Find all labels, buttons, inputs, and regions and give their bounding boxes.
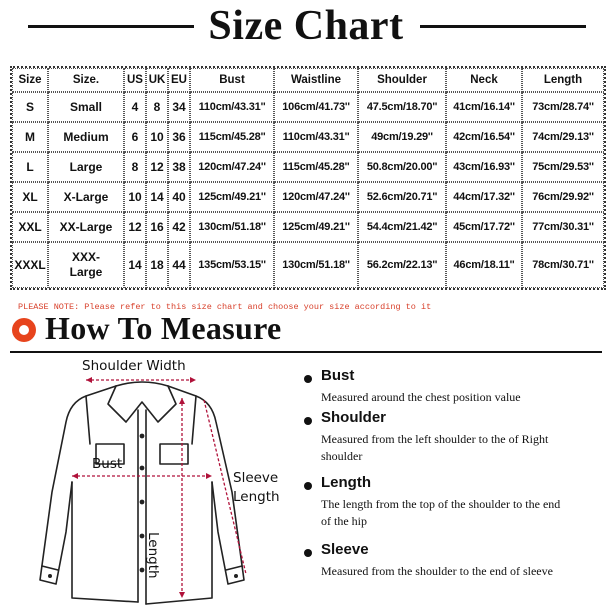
diagram-label-shoulder: Shoulder Width (82, 358, 186, 374)
cell-uk: 8 (146, 92, 168, 122)
bullet-icon (304, 375, 312, 383)
header-size: Size (12, 68, 48, 92)
how-to-measure-title: How To Measure (45, 310, 282, 346)
cell-size-name: Small (48, 92, 124, 122)
header-us: US (124, 68, 146, 92)
header-length: Length (522, 68, 604, 92)
cell-neck: 43cm/16.93'' (446, 152, 522, 182)
cell-us: 6 (124, 122, 146, 152)
measure-item-heading: Shoulder (321, 409, 387, 426)
title-row (0, 0, 612, 58)
cell-bust: 125cm/49.21'' (190, 182, 274, 212)
cell-us: 4 (124, 92, 146, 122)
table-header-row (12, 68, 604, 92)
cell-size-name: XXX-Large (48, 242, 124, 288)
cell-size: XXL (12, 212, 48, 242)
cell-uk: 14 (146, 182, 168, 212)
cell-shoulder: 49cm/19.29'' (358, 122, 446, 152)
measure-item-text: Measured around the chest position value (321, 390, 521, 404)
cell-length: 78cm/30.71'' (522, 242, 604, 288)
cell-bust: 110cm/43.31'' (190, 92, 274, 122)
diagram-label-length: Length (145, 532, 161, 579)
cell-shoulder: 50.8cm/20.00'' (358, 152, 446, 182)
cell-waistline: 120cm/47.24'' (274, 182, 358, 212)
table-row (12, 122, 604, 152)
header-bust: Bust (190, 68, 274, 92)
header-uk: UK (146, 68, 168, 92)
cell-eu: 44 (168, 242, 190, 288)
table-row (12, 152, 604, 182)
cell-us: 14 (124, 242, 146, 288)
cell-bust: 120cm/47.24'' (190, 152, 274, 182)
cell-waistline: 125cm/49.21'' (274, 212, 358, 242)
cell-eu: 38 (168, 152, 190, 182)
measure-item-heading: Sleeve (321, 541, 369, 558)
measure-item-heading: Bust (321, 367, 355, 384)
cell-length: 74cm/29.13'' (522, 122, 604, 152)
cell-neck: 44cm/17.32'' (446, 182, 522, 212)
table-row (12, 212, 604, 242)
cell-length: 77cm/30.31'' (522, 212, 604, 242)
header-shoulder: Shoulder (358, 68, 446, 92)
cell-waistline: 115cm/45.28'' (274, 152, 358, 182)
cell-size: S (12, 92, 48, 122)
cell-length: 73cm/28.74'' (522, 92, 604, 122)
measure-item-heading: Length (321, 474, 371, 491)
cell-us: 10 (124, 182, 146, 212)
cell-uk: 10 (146, 122, 168, 152)
table-row (12, 92, 604, 122)
cell-neck: 45cm/17.72'' (446, 212, 522, 242)
cell-size-name: Large (48, 152, 124, 182)
cell-size-name: XX-Large (48, 212, 124, 242)
bullet-icon (304, 482, 312, 490)
cell-size: XXXL (12, 242, 48, 288)
cell-bust: 130cm/51.18'' (190, 212, 274, 242)
cell-bust: 115cm/45.28'' (190, 122, 274, 152)
cell-shoulder: 52.6cm/20.71'' (358, 182, 446, 212)
cell-uk: 16 (146, 212, 168, 242)
cell-bust: 135cm/53.15'' (190, 242, 274, 288)
size-note: PLEASE NOTE: Please refer to this size chart and choose your size according to it (18, 302, 432, 312)
cell-eu: 40 (168, 182, 190, 212)
cell-neck: 41cm/16.14'' (446, 92, 522, 122)
cell-size-name: Medium (48, 122, 124, 152)
cell-neck: 42cm/16.54'' (446, 122, 522, 152)
orange-ring-icon (12, 318, 36, 342)
cell-size: L (12, 152, 48, 182)
cell-size: XL (12, 182, 48, 212)
cell-neck: 46cm/18.11'' (446, 242, 522, 288)
cell-size-name: X-Large (48, 182, 124, 212)
measure-item-text: The length from the top of the shoulder to the end of the hip (321, 497, 561, 528)
diagram-label-bust: Bust (92, 456, 123, 472)
cell-shoulder: 54.4cm/21.42'' (358, 212, 446, 242)
cell-uk: 12 (146, 152, 168, 182)
diagram-label-sleeve-line2: Length (233, 489, 280, 505)
cell-waistline: 130cm/51.18'' (274, 242, 358, 288)
cell-waistline: 106cm/41.73'' (274, 92, 358, 122)
table-row (12, 182, 604, 212)
diagram-label-sleeve (233, 469, 280, 507)
title-rule-right (420, 25, 586, 28)
header-eu: EU (168, 68, 190, 92)
bullet-icon (304, 549, 312, 557)
cell-length: 76cm/29.92'' (522, 182, 604, 212)
cell-shoulder: 56.2cm/22.13'' (358, 242, 446, 288)
cell-us: 8 (124, 152, 146, 182)
page-title: Size Chart (208, 3, 404, 49)
diagram-label-sleeve-line1: Sleeve (233, 470, 279, 486)
bullet-icon (304, 417, 312, 425)
jacket-diagram (0, 352, 300, 612)
header-size-name: Size. (48, 68, 124, 92)
cell-eu: 36 (168, 122, 190, 152)
size-table (10, 66, 606, 290)
cell-eu: 34 (168, 92, 190, 122)
cell-uk: 18 (146, 242, 168, 288)
cell-waistline: 110cm/43.31'' (274, 122, 358, 152)
cell-length: 75cm/29.53'' (522, 152, 604, 182)
table-row (12, 242, 604, 288)
measure-item-text: Measured from the left shoulder to the of Right shoulder (321, 432, 549, 463)
cell-size: M (12, 122, 48, 152)
cell-eu: 42 (168, 212, 190, 242)
cell-us: 12 (124, 212, 146, 242)
header-waistline: Waistline (274, 68, 358, 92)
cell-shoulder: 47.5cm/18.70'' (358, 92, 446, 122)
measure-item-text: Measured from the shoulder to the end of sleeve (321, 564, 553, 578)
header-neck: Neck (446, 68, 522, 92)
